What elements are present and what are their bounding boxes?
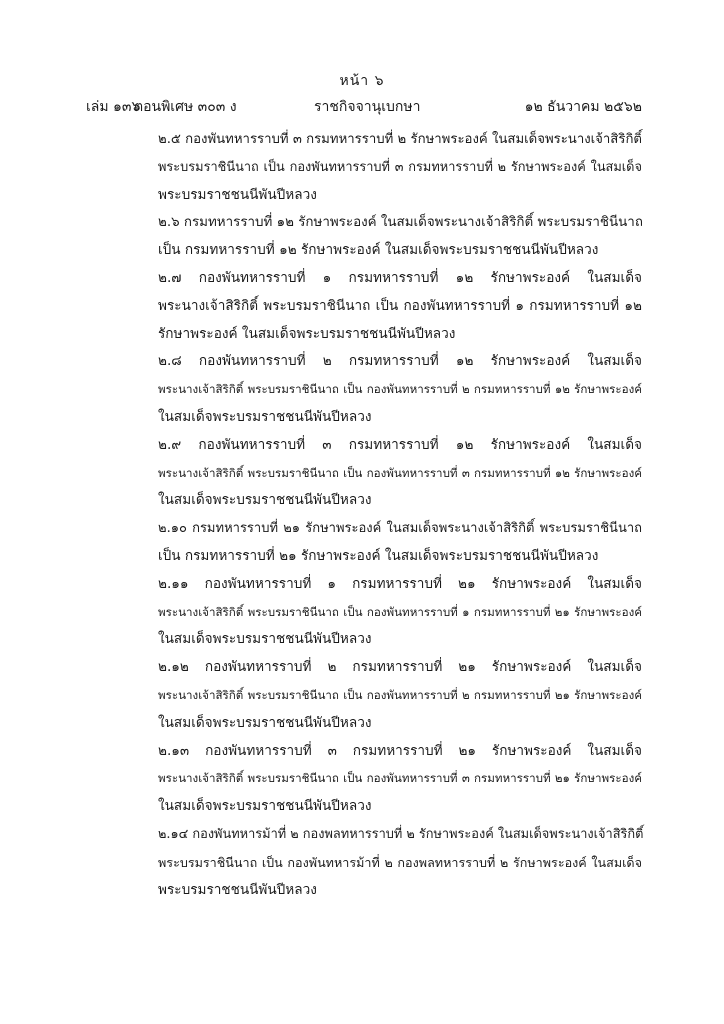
paragraph-line: พระบรมราชชนนีพันปีหลวง — [158, 881, 317, 898]
volume-label: เล่ม ๑๓๖ — [86, 99, 141, 115]
paragraph-line: ๒.๖ กรมทหารราบที่ ๑๒ รักษาพระองค์ ในสมเด็จพระนางเจ้าสิริกิติ์ พระบรมราชินีนาถ — [158, 215, 643, 231]
paragraph-2-8 — [86, 348, 642, 431]
paragraph-line: รักษาพระองค์ ในสมเด็จพระบรมราชชนนีพันปีหลวง — [158, 325, 456, 342]
paragraph-2-10 — [86, 515, 642, 571]
paragraph-line: ๒.๑๑ กองพันทหารราบที่ ๑ กรมทหารราบที่ ๒๑ รักษาพระองค์ ในสมเด็จ — [158, 575, 642, 592]
paragraph-2-6 — [86, 209, 642, 265]
paragraph-line: พระนางเจ้าสิริกิติ์ พระบรมราชินีนาถ เป็น กองพันทหารราบที่ ๑ กรมทหารราบที่ ๑๒ — [158, 297, 642, 314]
paragraph-line: ๒.๑๐ กรมทหารราบที่ ๒๑ รักษาพระองค์ ในสมเด็จพระนางเจ้าสิริกิติ์ พระบรมราชินีนาถ — [158, 521, 642, 537]
page-number: หน้า ๖ — [339, 73, 385, 89]
paragraph-line: พระนางเจ้าสิริกิติ์ พระบรมราชินีนาถ เป็น กองพันทหารราบที่ ๒ กรมทหารราบที่ ๒๑ รักษาพระองค์ — [158, 687, 642, 702]
paragraph-line: ในสมเด็จพระบรมราชชนนีพันปีหลวง — [158, 492, 372, 509]
paragraph-2-12 — [86, 654, 642, 737]
paragraph-line: พระบรมราชินีนาถ เป็น กองพันทหารราบที่ ๓ กรมทหารราบที่ ๒ รักษาพระองค์ ในสมเด็จ — [158, 159, 642, 175]
paragraph-line: ๒.๙ กองพันทหารราบที่ ๓ กรมทหารราบที่ ๑๒ รักษาพระองค์ ในสมเด็จ — [158, 436, 642, 453]
paragraph-line: ในสมเด็จพระบรมราชชนนีพันปีหลวง — [158, 408, 372, 425]
paragraph-line: พระนางเจ้าสิริกิติ์ พระบรมราชินีนาถ เป็น กองพันทหารราบที่ ๒ กรมทหารราบที่ ๑๒ รักษาพระองค์ — [158, 382, 642, 397]
paragraph-2-7 — [86, 265, 642, 348]
paragraph-line: ๒.๗ กองพันทหารราบที่ ๑ กรมทหารราบที่ ๑๒ รักษาพระองค์ ในสมเด็จ — [158, 269, 642, 286]
paragraph-2-11 — [86, 571, 642, 654]
paragraph-2-9 — [86, 432, 642, 515]
paragraph-line: พระนางเจ้าสิริกิติ์ พระบรมราชินีนาถ เป็น กองพันทหารราบที่ ๓ กรมทหารราบที่ ๑๒ รักษาพระองค์ — [158, 465, 642, 480]
paragraph-line: ๒.๑๓ กองพันทหารราบที่ ๓ กรมทหารราบที่ ๒๑ รักษาพระองค์ ในสมเด็จ — [158, 742, 642, 759]
journal-title: ราชกิจจานุเบกษา — [314, 99, 421, 115]
section-label: ตอนพิเศษ ๓๐๓ ง — [134, 99, 237, 115]
publication-date: ๑๒ ธันวาคม ๒๕๖๒ — [524, 99, 642, 115]
paragraph-line: ๒.๑๔ กองพันทหารม้าที่ ๒ กองพลทหารราบที่ ๒ รักษาพระองค์ ในสมเด็จพระนางเจ้าสิริกิติ์ — [158, 826, 644, 842]
paragraph-line: ในสมเด็จพระบรมราชชนนีพันปีหลวง — [158, 714, 372, 731]
paragraph-line: ในสมเด็จพระบรมราชชนนีพันปีหลวง — [158, 798, 372, 815]
paragraph-line: พระบรมราชชนนีพันปีหลวง — [158, 186, 317, 203]
paragraph-2-5 — [86, 126, 642, 209]
paragraph-line: พระนางเจ้าสิริกิติ์ พระบรมราชินีนาถ เป็น กองพันทหารราบที่ ๑ กรมทหารราบที่ ๒๑ รักษาพระองค์ — [158, 604, 642, 619]
running-header — [86, 96, 642, 118]
paragraph-2-13 — [86, 738, 642, 821]
document-body — [86, 126, 642, 904]
paragraph-line: ๒.๑๒ กองพันทหารราบที่ ๒ กรมทหารราบที่ ๒๑ รักษาพระองค์ ในสมเด็จ — [158, 659, 642, 676]
paragraph-line: พระบรมราชินีนาถ เป็น กองพันทหารม้าที่ ๒ กองพลทหารราบที่ ๒ รักษาพระองค์ ในสมเด็จ — [158, 854, 642, 870]
paragraph-line: ๒.๘ กองพันทหารราบที่ ๒ กรมทหารราบที่ ๑๒ รักษาพระองค์ ในสมเด็จ — [158, 353, 642, 370]
paragraph-line: เป็น กรมทหารราบที่ ๒๑ รักษาพระองค์ ในสมเด็จพระบรมราชชนนีพันปีหลวง — [158, 547, 599, 564]
paragraph-2-14 — [86, 821, 642, 904]
paragraph-line: ในสมเด็จพระบรมราชชนนีพันปีหลวง — [158, 631, 372, 648]
paragraph-line: ๒.๕ กองพันทหารราบที่ ๓ กรมทหารราบที่ ๒ รักษาพระองค์ ในสมเด็จพระนางเจ้าสิริกิติ์ — [158, 132, 642, 147]
paragraph-line: เป็น กรมทหารราบที่ ๑๒ รักษาพระองค์ ในสมเด็จพระบรมราชชนนีพันปีหลวง — [158, 242, 599, 259]
paragraph-line: พระนางเจ้าสิริกิติ์ พระบรมราชินีนาถ เป็น กองพันทหารราบที่ ๓ กรมทหารราบที่ ๒๑ รักษาพระองค์ — [158, 771, 642, 786]
